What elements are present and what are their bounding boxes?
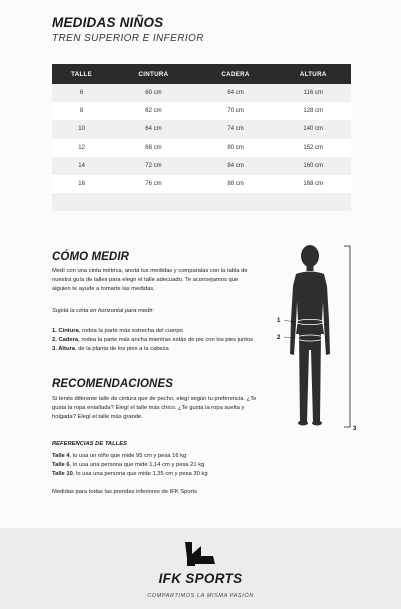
cell-cadera: 64 cm [196,84,276,102]
cell-talle: 10 [52,120,111,138]
list-item [52,470,272,479]
ref-label: Talle 10 [52,470,73,477]
table-spacer-row [52,193,351,211]
cell-altura: 160 cm [275,157,351,175]
table-row [52,157,351,175]
list-item [52,461,272,470]
ifk-logo-icon [183,540,217,568]
cell-altura: 140 cm [275,120,351,138]
marker-1: 1 [277,318,281,324]
prendas-note: Medidas para todas las prendas inferiores de IFK Sports [52,489,197,495]
body-measure-figure [277,242,362,432]
cell-cadera: 84 cm [196,157,276,175]
list-item [52,327,262,336]
child-silhouette-icon [277,242,362,432]
cell-talle: 12 [52,139,111,157]
recomendaciones-text: Si tenés diferente talle de cintura que de pecho, elegí según tu preferencia. ¿Te gusta la ropa entallada? Elegí el talle más chico. ¿Te gusta la ropa suelta y holgada? Elegí el talle más grande. [52,396,257,420]
page-subtitle: TREN SUPERIOR E INFERIOR [52,33,204,44]
ref-label: Talle 4 [52,453,70,459]
column-header-talle: TALLE [52,64,111,84]
como-medir-note: Sujetá la cinta en horizontal para medir: [52,308,155,314]
marker-3: 3 [353,426,357,432]
list-item [52,452,272,461]
step-label: 2. Cadera [52,336,79,343]
cell-talle: 8 [52,102,111,120]
measure-steps [52,327,262,353]
cell-cintura: 62 cm [111,102,195,120]
table-row [52,175,351,193]
cell-cintura: 64 cm [111,120,195,138]
step-label: 1. Cintura [52,328,79,334]
como-medir-heading: CÓMO MEDIR [52,251,130,263]
referencias-heading: REFERENCIAS DE TALLES [52,441,127,447]
step-text: , rodea la parte más ancha mientras estás de pie con los pies juntos [78,336,254,343]
cell-cadera: 80 cm [196,139,276,157]
cell-cintura: 76 cm [111,175,195,193]
recomendaciones-heading: RECOMENDACIONES [52,378,173,390]
cell-talle: 16 [52,175,111,193]
cell-talle: 6 [52,84,111,102]
size-table [52,64,351,211]
cell-cadera: 70 cm [196,102,276,120]
table-row [52,84,351,102]
cell-cadera: 74 cm [196,120,276,138]
marker-2: 2 [277,335,281,341]
cell-altura: 152 cm [275,139,351,157]
cell-talle: 14 [52,157,111,175]
brand-tagline: COMPARTIMOS LA MISMA PASIÓN [147,593,254,599]
table-row [52,139,351,157]
step-label: 3. Altura [52,345,75,352]
ref-text: , lo usa una persona que mide 1,35 cm y pesa 30 kg [72,470,208,477]
cell-altura: 116 cm [275,84,351,102]
table-row [52,102,351,120]
list-item [52,345,262,354]
brand-name: IFK SPORTS [158,571,243,586]
ref-text: , lo usa una persona que mide 1,14 cm y pesa 21 kg [69,461,205,468]
cell-cintura: 60 cm [111,84,195,102]
cell-cintura: 72 cm [111,157,195,175]
page-title: MEDIDAS NIÑOS [52,15,164,30]
list-item [52,336,262,345]
step-text: , de la planta de los pies a la cabeza [74,345,169,352]
column-header-altura: ALTURA [275,64,351,84]
step-text: , rodea la parte más estrecha del cuerpo [78,328,183,334]
column-header-cintura: CINTURA [111,64,195,84]
size-table-header [52,64,351,84]
como-medir-intro: Medí con una cinta métrica, anotá tus medidas y comparalas con la tabla de nuestra guía de talles para elegir el talle adecuado. Te aconsejamos que alguien te ayude a tomarte las medidas. [52,268,248,292]
table-row [52,120,351,138]
cell-cadera: 88 cm [196,175,276,193]
ref-text: , lo usa un niño que mide 95 cm y pesa 16 kg [69,453,187,459]
cell-altura: 128 cm [275,102,351,120]
cell-altura: 168 cm [275,175,351,193]
ref-label: Talle 6 [52,461,70,468]
cell-cintura: 68 cm [111,139,195,157]
column-header-cadera: CADERA [196,64,276,84]
referencias-list [52,452,272,478]
